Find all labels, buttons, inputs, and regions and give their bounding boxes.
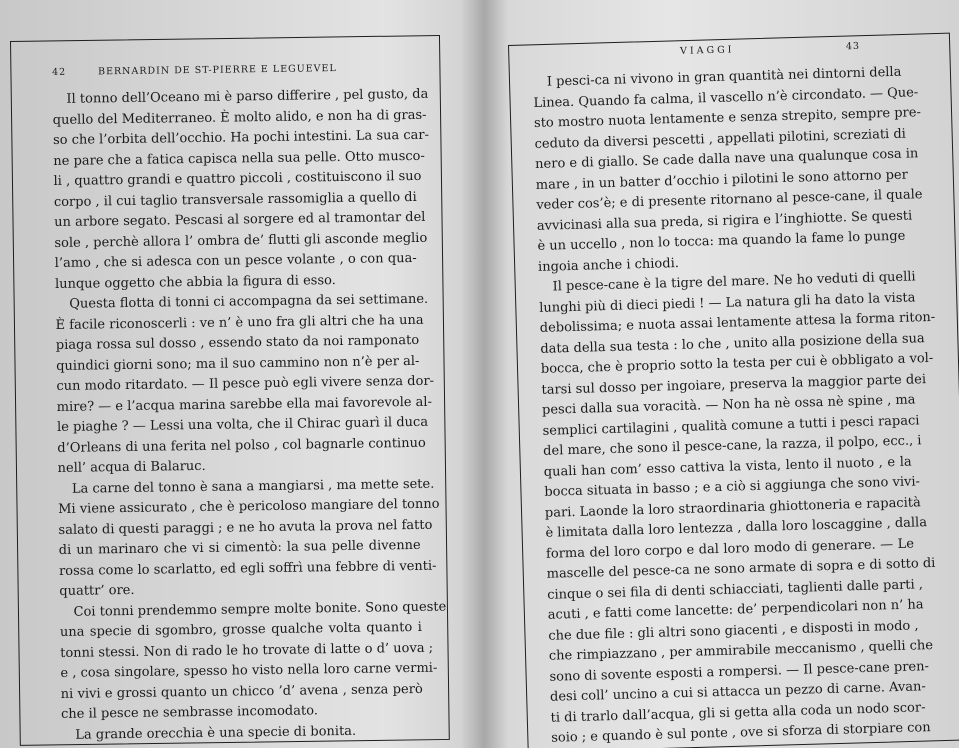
text-line: Il tonno dell’Oceano mi è parso differire , pel gusto, da xyxy=(66,86,429,107)
text-line: lunque oggetto che abbia la figura di esso. xyxy=(54,272,336,292)
right-page xyxy=(532,40,936,748)
text-line: è limitata dalla loro lentezza , dalla loro loscaggine , dalla xyxy=(545,515,928,541)
text-line: nell’ acqua di Balaruc. xyxy=(57,458,206,476)
text-line: corpo , il cui taglio transversale rassomiglia a quello di xyxy=(53,189,417,210)
text-line: bocca, che è proprio sotto la testa per cui è obbligato a vol- xyxy=(540,350,934,377)
text-line: so che l’orbita dell’occhio. Ha pochi intestini. La sua car- xyxy=(52,127,430,148)
text-line: acuti , e fatti come lancette: de’ perpendicolari non n’ ha xyxy=(547,597,924,623)
text-line: avvicinasi alla sua preda, si rigira e l’inghiotte. Se questi xyxy=(536,207,913,234)
text-line: La carne del tonno è sana a mangiarsi , ma mette sete. xyxy=(71,476,435,497)
text-line: mire? — e l’acqua marina sarebbe ella mai favorevole al- xyxy=(56,394,433,415)
text-line: semplici cartilagini , qualità comune a tutti i pesci rapaci xyxy=(542,412,920,439)
text-line: È facile riconoscerli : ve n’ è uno fra gli altri che ha una xyxy=(55,312,424,333)
text-line: I pesci-ca ni vivono in gran quantità nei dintorni della xyxy=(546,64,902,90)
text-line: nero e di giallo. Se cade dalla nave una qualunque cosa in xyxy=(534,146,919,172)
text-line: ceduto da diversi pescetti , appellati pilotini, screziati di xyxy=(534,126,907,152)
text-line: Mi viene assicurato , che è pericoloso mangiare del tonno xyxy=(58,496,440,517)
text-line: mare , in un batter d’occhio i pilotini le sono attorno per xyxy=(535,167,909,193)
text-line: veder cos’è; e di presente ritornano al pesce-cane, il quale xyxy=(536,187,923,213)
left-running-title: BERNARDIN DE ST-PIERRE E LEGUEVEL xyxy=(97,63,337,78)
left-page-number: 42 xyxy=(52,66,67,78)
text-line: ni vivi e grossi quanto un chicco ’d’ avena , senza però xyxy=(60,681,423,702)
text-line: di un marinaro che vi si cimentò: la sua pelle divenne xyxy=(58,537,421,558)
text-line: è un uccello , non lo tocca: ma quando la fame lo punge xyxy=(537,228,906,254)
text-line: pari. Laonde la loro straordinaria ghiottoneria e rapacità xyxy=(544,494,921,521)
text-line: tonni stessi. Non di rado le ho trovate di latte o d’ uova ; xyxy=(60,640,434,661)
text-line: d’Orleans di una ferita nel polso , col bagnarle continuo xyxy=(57,435,426,456)
text-line: li , quattro grandi e quattro piccoli , costituiscono il suo xyxy=(53,168,422,189)
text-line: ingoia anche i chiodi. xyxy=(537,255,680,275)
text-line: quali han com’ esso cattiva la vista, lento il nuoto , e la xyxy=(543,454,912,480)
text-line: e , cosa singolare, spesso ho visto nella loro carne vermi- xyxy=(60,660,438,681)
text-line: un arbore segato. Pescasi al sorgere ed al tramontar del xyxy=(54,209,426,230)
text-line: quindici giorni sono; ma il suo cammino non n’è per al- xyxy=(56,353,420,374)
right-page-body xyxy=(533,63,936,748)
text-line: cun modo ritardato. — Il pesce può egli vivere senza dor- xyxy=(56,373,435,394)
left-page xyxy=(52,62,447,746)
text-line: mascelle del pesce-ca ne sono armate di sopra e di sotto di xyxy=(546,555,936,582)
text-line: Linea. Quando fa calma, il vascello n’è circondato. — Que- xyxy=(533,84,919,111)
text-line: tarsi sul dosso per ingoiare, preserva la maggior parte dei xyxy=(541,371,927,398)
text-line: cinque o sei fila di denti schiacciati, taglienti dalle parti , xyxy=(547,576,924,603)
text-line: le piaghe ? — Lessi una volta, che il Chirac guarì il duca xyxy=(56,414,429,435)
text-line: quattr’ ore. xyxy=(59,582,135,599)
text-line: Questa flotta di tonni ci accompagna da sei settimane. xyxy=(69,291,429,312)
text-line: data della sua testa : lo che , unito alla posizione della sua xyxy=(540,330,925,357)
text-line: sole , perchè allora l’ ombra de’ flutti gli asconde meglio xyxy=(54,230,428,251)
text-line: ne pare che a fatica capisca nella sua pelle. Otto musco- xyxy=(53,148,425,169)
text-line: Il pesce-cane è la tigre del mare. Ne ho veduti di quelli xyxy=(552,269,916,295)
text-line: desi coll’ uncino a cui si attacca un pezzo di carne. Avan- xyxy=(549,679,926,705)
text-line: una specie di sgombro, grosse qualche volta quanto i xyxy=(59,619,422,640)
text-line: soio ; e quando è sul ponte , ove si sforza di storpiare con xyxy=(551,720,931,746)
text-line: pesci dalla sua voracità. — Non ha nè ossa nè spine , ma xyxy=(541,392,916,418)
text-line: che due file : gli altri sono giacenti , e disposti in modo , xyxy=(548,617,919,644)
text-line: debolissima; e nuota assai lentamente attesa la forma riton- xyxy=(539,309,936,336)
text-line: rossa come lo scarlatto, ed egli soffrì una febbre di venti- xyxy=(58,558,437,579)
text-line: sono di sovente esposti a rompersi. — Il pesce-cane pren- xyxy=(549,658,930,685)
left-page-body xyxy=(52,85,447,746)
text-line: quello del Mediterraneo. È molto alido, e non ha di gras- xyxy=(52,107,427,128)
text-line: l’amo , che si adesca con un pesce volante , o con qua- xyxy=(54,250,417,271)
text-line: La grande orecchia è una specie di bonita. xyxy=(75,723,357,743)
text-line: Coi tonni prendemmo sempre molte bonite. Sono queste xyxy=(73,599,447,620)
text-line: ti di trarlo dall’acqua, gli si getta alla coda un nodo scor- xyxy=(550,699,926,726)
text-line: piaga rossa sul dosso , essendo stato da noi ramponato xyxy=(55,332,420,353)
text-line: del mare, che sono il pesce-cane, la razza, il polpo, ecc., i xyxy=(543,433,922,459)
text-line: che il pesce ne sembrasse incomodato. xyxy=(60,703,319,722)
text-line: che rimpiazzano , per ammirabile meccanismo , quelli che xyxy=(548,638,934,664)
text-line: salato di questi paraggi ; e ne ho avuta la prova nel fatto xyxy=(58,517,433,538)
text-line: bocca situata in basso ; e a ciò si aggiunga che sono vivi- xyxy=(544,474,921,500)
text-line: lunghi più di dieci piedi ! — La natura gli ha dato la vista xyxy=(538,289,916,316)
text-line: forma del loro corpo e dal loro modo di generare. — Le xyxy=(545,536,915,562)
text-line: sto mostro nuota lentamente e senza strepito, sempre pre- xyxy=(533,105,922,131)
right-running-title: VIAGGI xyxy=(679,44,735,57)
right-page-number: 43 xyxy=(845,40,861,53)
